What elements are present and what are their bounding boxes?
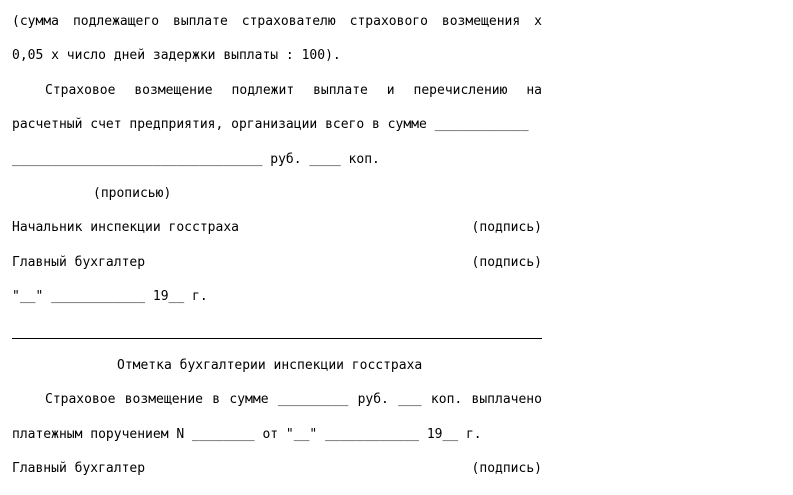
signature-row-accountant-2 bbox=[12, 453, 542, 487]
word: выплате bbox=[173, 14, 228, 29]
word: руб. bbox=[357, 392, 389, 408]
word: перечислению bbox=[413, 82, 508, 98]
word: Страховое bbox=[45, 82, 116, 98]
document-body bbox=[12, 6, 542, 487]
word: Страховое bbox=[45, 392, 116, 408]
text-line-5: ________________________________ руб. ____ коп. bbox=[12, 151, 380, 167]
separator-line bbox=[12, 316, 542, 350]
signature-label: Начальник инспекции госстраха bbox=[12, 220, 239, 236]
signature-placeholder: (подпись) bbox=[471, 461, 542, 477]
word: возмещения bbox=[441, 14, 521, 29]
word: коп. bbox=[430, 392, 463, 408]
word: возмещение bbox=[124, 392, 204, 408]
word: ___ bbox=[398, 392, 422, 408]
word: и bbox=[386, 82, 395, 98]
word: в bbox=[212, 392, 221, 408]
word: выплачено bbox=[471, 392, 542, 408]
text-line-2: 0,05 х число дней задержки выплаты : 100). bbox=[12, 48, 341, 64]
word: подлежащего bbox=[72, 14, 160, 29]
signature-placeholder: (подпись) bbox=[471, 220, 542, 236]
horizontal-rule bbox=[12, 338, 542, 339]
section-heading: Отметка бухгалтерии инспекции госстраха bbox=[117, 357, 423, 373]
signature-row-accountant bbox=[12, 247, 542, 281]
signature-row-chief bbox=[12, 212, 542, 246]
date-line: "__" ____________ 19__ г. bbox=[12, 289, 208, 305]
word: _________ bbox=[277, 392, 349, 408]
word: выплате bbox=[313, 82, 368, 98]
text-line-4: расчетный счет предприятия, организации всего в сумме ____________ bbox=[12, 117, 529, 133]
signature-label: Главный бухгалтер bbox=[12, 461, 146, 477]
text-line-3 bbox=[12, 75, 542, 109]
text-line-13: платежным поручением N ________ от "__" ____________ 19__ г. bbox=[12, 426, 482, 442]
word: страхователю bbox=[241, 14, 336, 29]
word: сумме bbox=[229, 392, 269, 408]
word: страхового bbox=[349, 14, 428, 29]
signature-placeholder: (подпись) bbox=[471, 254, 542, 270]
text-line-12 bbox=[12, 384, 542, 418]
text-line-1 bbox=[12, 6, 542, 40]
word: подлежит bbox=[231, 82, 295, 98]
word: х bbox=[534, 14, 542, 29]
word: на bbox=[526, 82, 542, 98]
amount-in-words-note: (прописью) bbox=[93, 185, 172, 201]
word: (сумма bbox=[12, 14, 59, 29]
word: возмещение bbox=[134, 82, 213, 98]
signature-label: Главный бухгалтер bbox=[12, 254, 146, 270]
